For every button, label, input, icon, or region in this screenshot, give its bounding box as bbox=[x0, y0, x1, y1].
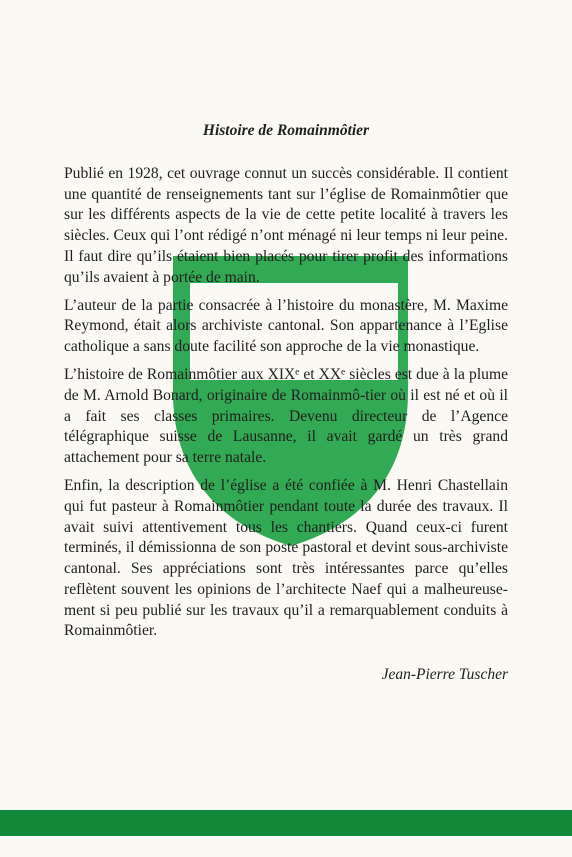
paragraph: L’histoire de Romainmôtier aux XIXᵉ et XXᵉ siècles est due à la plume de M. Arnold Bonard, originaire de Romainmô-tier où il est né et où il a fait ses classes primaires. Devenu directeur de l’Agence télégraphique suisse de Lausanne, il avait gardé un très grand attachement pour sa terre natale. bbox=[64, 366, 508, 467]
article-body bbox=[64, 164, 508, 649]
green-footer-band bbox=[0, 810, 572, 836]
paragraph: L’auteur de la partie consacrée à l’histoire du monastère, M. Maxime Reymond, était alors archiviste cantonal. Son appartenance à l’Eglise catholique a sans doute facilité son approche de la vie monastique. bbox=[64, 296, 508, 356]
author-signature: Jean-Pierre Tuscher bbox=[381, 666, 508, 683]
paragraph: Publié en 1928, cet ouvrage connut un succès considérable. Il contient une quantité de renseignements tant sur l’église de Romainmôtier que sur les différents aspects de la vie de cette petite localité à travers les siècles. Ceux qui l’ont rédigé n’ont ménagé ni leur temps ni leur peine. Il faut dire qu’ils étaient bien placés pour tirer profit des informations qu’ils avaient à portée de main. bbox=[64, 165, 508, 286]
paragraph: Enfin, la description de l’église a été confiée à M. Henri Chastellain qui fut pasteur à Romainmôtier pendant toute la durée des travaux. Il avait suivi attentivement tous les chantiers. Quand ceux-ci furent terminés, il démissionna de son poste pastoral et devint sous-archiviste cantonal. Ses appréciations sont très intéressantes parce qu’elles reflètent souvent les opinions de l’architecte Naef qui a malheureuse-ment si peu publié sur les travaux qu’il a remarquablement conduits à Romainmôtier. bbox=[64, 477, 508, 640]
article-title: Histoire de Romainmôtier bbox=[202, 122, 370, 139]
